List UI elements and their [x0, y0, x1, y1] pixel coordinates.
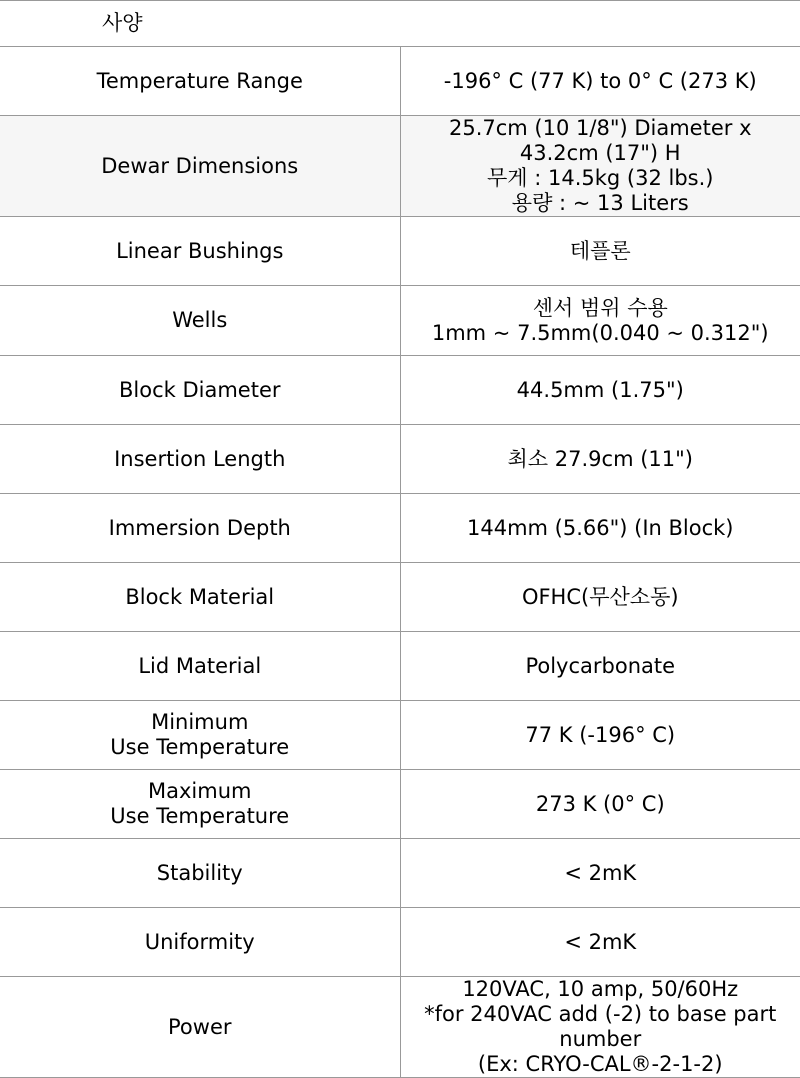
- spec-row-maximum-use-temperature: [0, 770, 800, 839]
- row-value: [400, 217, 800, 286]
- row-value-line: 용량 : ~ 13 Liters: [511, 191, 689, 215]
- spec-row-dewar-dimensions: [0, 116, 800, 217]
- row-value: [400, 839, 800, 908]
- row-value-line: 273 K (0° C): [535, 791, 665, 816]
- row-value-line: < 2mK: [564, 860, 637, 885]
- row-label-line: Immersion Depth: [108, 515, 291, 540]
- row-value-line: 77 K (-196° C): [525, 722, 676, 747]
- row-value: [400, 632, 800, 701]
- spec-row-block-material: [0, 563, 800, 632]
- row-value: [400, 47, 800, 116]
- row-label-line: Power: [168, 1014, 232, 1039]
- row-label: [0, 770, 400, 839]
- row-label: [0, 286, 400, 356]
- row-value-line: 무게 : 14.5kg (32 lbs.): [487, 166, 714, 190]
- row-label: [0, 425, 400, 494]
- row-label-line: Temperature Range: [96, 68, 303, 93]
- row-value-line: -196° C (77 K) to 0° C (273 K): [443, 68, 757, 93]
- row-value-line: < 2mK: [564, 929, 637, 954]
- row-label: [0, 632, 400, 701]
- row-value-line: OFHC(무산소동): [521, 584, 679, 609]
- spec-row-immersion-depth: [0, 494, 800, 563]
- row-label-line: Use Temperature: [110, 804, 290, 828]
- spec-table-header-row: [0, 1, 800, 47]
- row-value-line: 44.5mm (1.75"): [516, 377, 684, 402]
- row-label: [0, 977, 400, 1078]
- row-value: [400, 286, 800, 356]
- row-value-line: 최소 27.9cm (11"): [507, 446, 693, 471]
- row-value-line: 120VAC, 10 amp, 50/60Hz: [462, 977, 739, 1001]
- spec-row-block-diameter: [0, 356, 800, 425]
- spec-row-wells: [0, 286, 800, 356]
- row-label-line: Maximum: [148, 779, 252, 803]
- spec-row-uniformity: [0, 908, 800, 977]
- row-value-line: *for 240VAC add (-2) to base part number: [424, 1002, 777, 1051]
- row-value: [400, 770, 800, 839]
- row-value: [400, 494, 800, 563]
- row-label-line: Lid Material: [138, 653, 262, 678]
- row-value: [400, 563, 800, 632]
- row-value: [400, 908, 800, 977]
- row-label: [0, 494, 400, 563]
- row-value: [400, 116, 800, 217]
- row-label-line: Block Material: [125, 584, 275, 609]
- row-label: [0, 47, 400, 116]
- spec-row-temperature-range: [0, 47, 800, 116]
- row-label: [0, 839, 400, 908]
- row-value-line: 1mm ~ 7.5mm(0.040 ~ 0.312"): [431, 320, 769, 345]
- row-value-line: Polycarbonate: [525, 653, 676, 678]
- row-label: [0, 217, 400, 286]
- row-label-line: Linear Bushings: [116, 238, 284, 263]
- spec-row-stability: [0, 839, 800, 908]
- row-label: [0, 116, 400, 217]
- row-label-line: Stability: [156, 860, 243, 885]
- row-value: [400, 425, 800, 494]
- spec-table-header: 사양: [0, 1, 800, 47]
- row-label-line: Wells: [172, 308, 228, 332]
- row-value: [400, 356, 800, 425]
- row-value-line: 테플론: [569, 238, 631, 263]
- row-label: [0, 701, 400, 770]
- row-label: [0, 908, 400, 977]
- spec-row-linear-bushings: [0, 217, 800, 286]
- row-label: [0, 356, 400, 425]
- spec-row-minimum-use-temperature: [0, 701, 800, 770]
- row-value-line: (Ex: CRYO-CAL®-2-1-2): [477, 1052, 723, 1076]
- row-label-line: Use Temperature: [110, 735, 290, 759]
- spec-row-power: [0, 977, 800, 1078]
- row-value-line: 25.7cm (10 1/8") Diameter x 43.2cm (17") H: [449, 116, 752, 165]
- spec-row-lid-material: [0, 632, 800, 701]
- row-value: [400, 701, 800, 770]
- row-label-line: Insertion Length: [114, 446, 286, 471]
- spec-row-insertion-length: [0, 425, 800, 494]
- row-value-line: 센서 범위 수용: [532, 295, 668, 320]
- row-label-line: Uniformity: [144, 929, 255, 954]
- row-value: [400, 977, 800, 1078]
- row-label-line: Minimum: [151, 710, 249, 734]
- row-value-line: 144mm (5.66") (In Block): [466, 515, 734, 540]
- row-label: [0, 563, 400, 632]
- row-label-line: Dewar Dimensions: [101, 153, 299, 178]
- row-label-line: Block Diameter: [118, 377, 281, 402]
